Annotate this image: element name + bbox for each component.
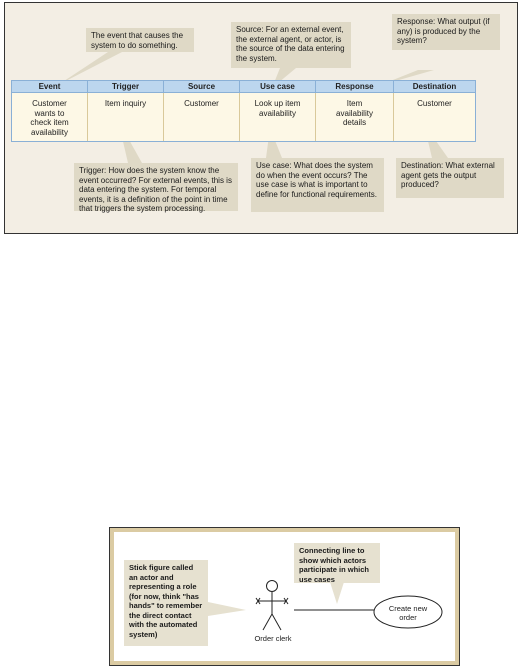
note-use-case: Use case: What does the system do when the event occurs? The use case is what is important to define for functional requirements. bbox=[251, 158, 384, 212]
cell-trigger: Item inquiry bbox=[88, 93, 164, 141]
note-trigger: Trigger: How does the system know the event occurred? For external events, this is data entering the system. For temporal events, it is a definition of the point in time that triggers the system processing. bbox=[74, 163, 238, 211]
cell-source: Customer bbox=[164, 93, 240, 141]
cell-event: Customer wants to check item availability bbox=[12, 93, 88, 141]
header-source: Source bbox=[164, 81, 240, 93]
actor-label: Order clerk bbox=[254, 634, 292, 643]
header-destination: Destination bbox=[394, 81, 475, 93]
header-response: Response bbox=[316, 81, 394, 93]
cell-response: Item availability details bbox=[316, 93, 394, 141]
cell-destination: Customer bbox=[394, 93, 475, 141]
header-event: Event bbox=[12, 81, 88, 93]
note-actor: Stick figure called an actor and representing a role (for now, think "has hands" to remember the direct contact with the automated system) bbox=[124, 560, 208, 646]
cell-use-case: Look up item availability bbox=[240, 93, 316, 141]
note-source: Source: For an external event, the external agent, or actor, is the source of the data entering the system. bbox=[231, 22, 351, 68]
note-response: Response: What output (if any) is produced by the system? bbox=[392, 14, 500, 50]
header-trigger: Trigger bbox=[88, 81, 164, 93]
actor-stick-figure bbox=[256, 581, 288, 631]
pointer-line bbox=[330, 582, 344, 604]
note-connecting-line: Connecting line to show which actors participate in which use cases bbox=[294, 543, 380, 583]
use-case-label: Create new order bbox=[388, 604, 428, 622]
header-use-case: Use case bbox=[240, 81, 316, 93]
pointer-actor bbox=[208, 602, 246, 616]
note-event: The event that causes the system to do something. bbox=[86, 28, 194, 52]
note-destination: Destination: What external agent gets the output produced? bbox=[396, 158, 504, 198]
